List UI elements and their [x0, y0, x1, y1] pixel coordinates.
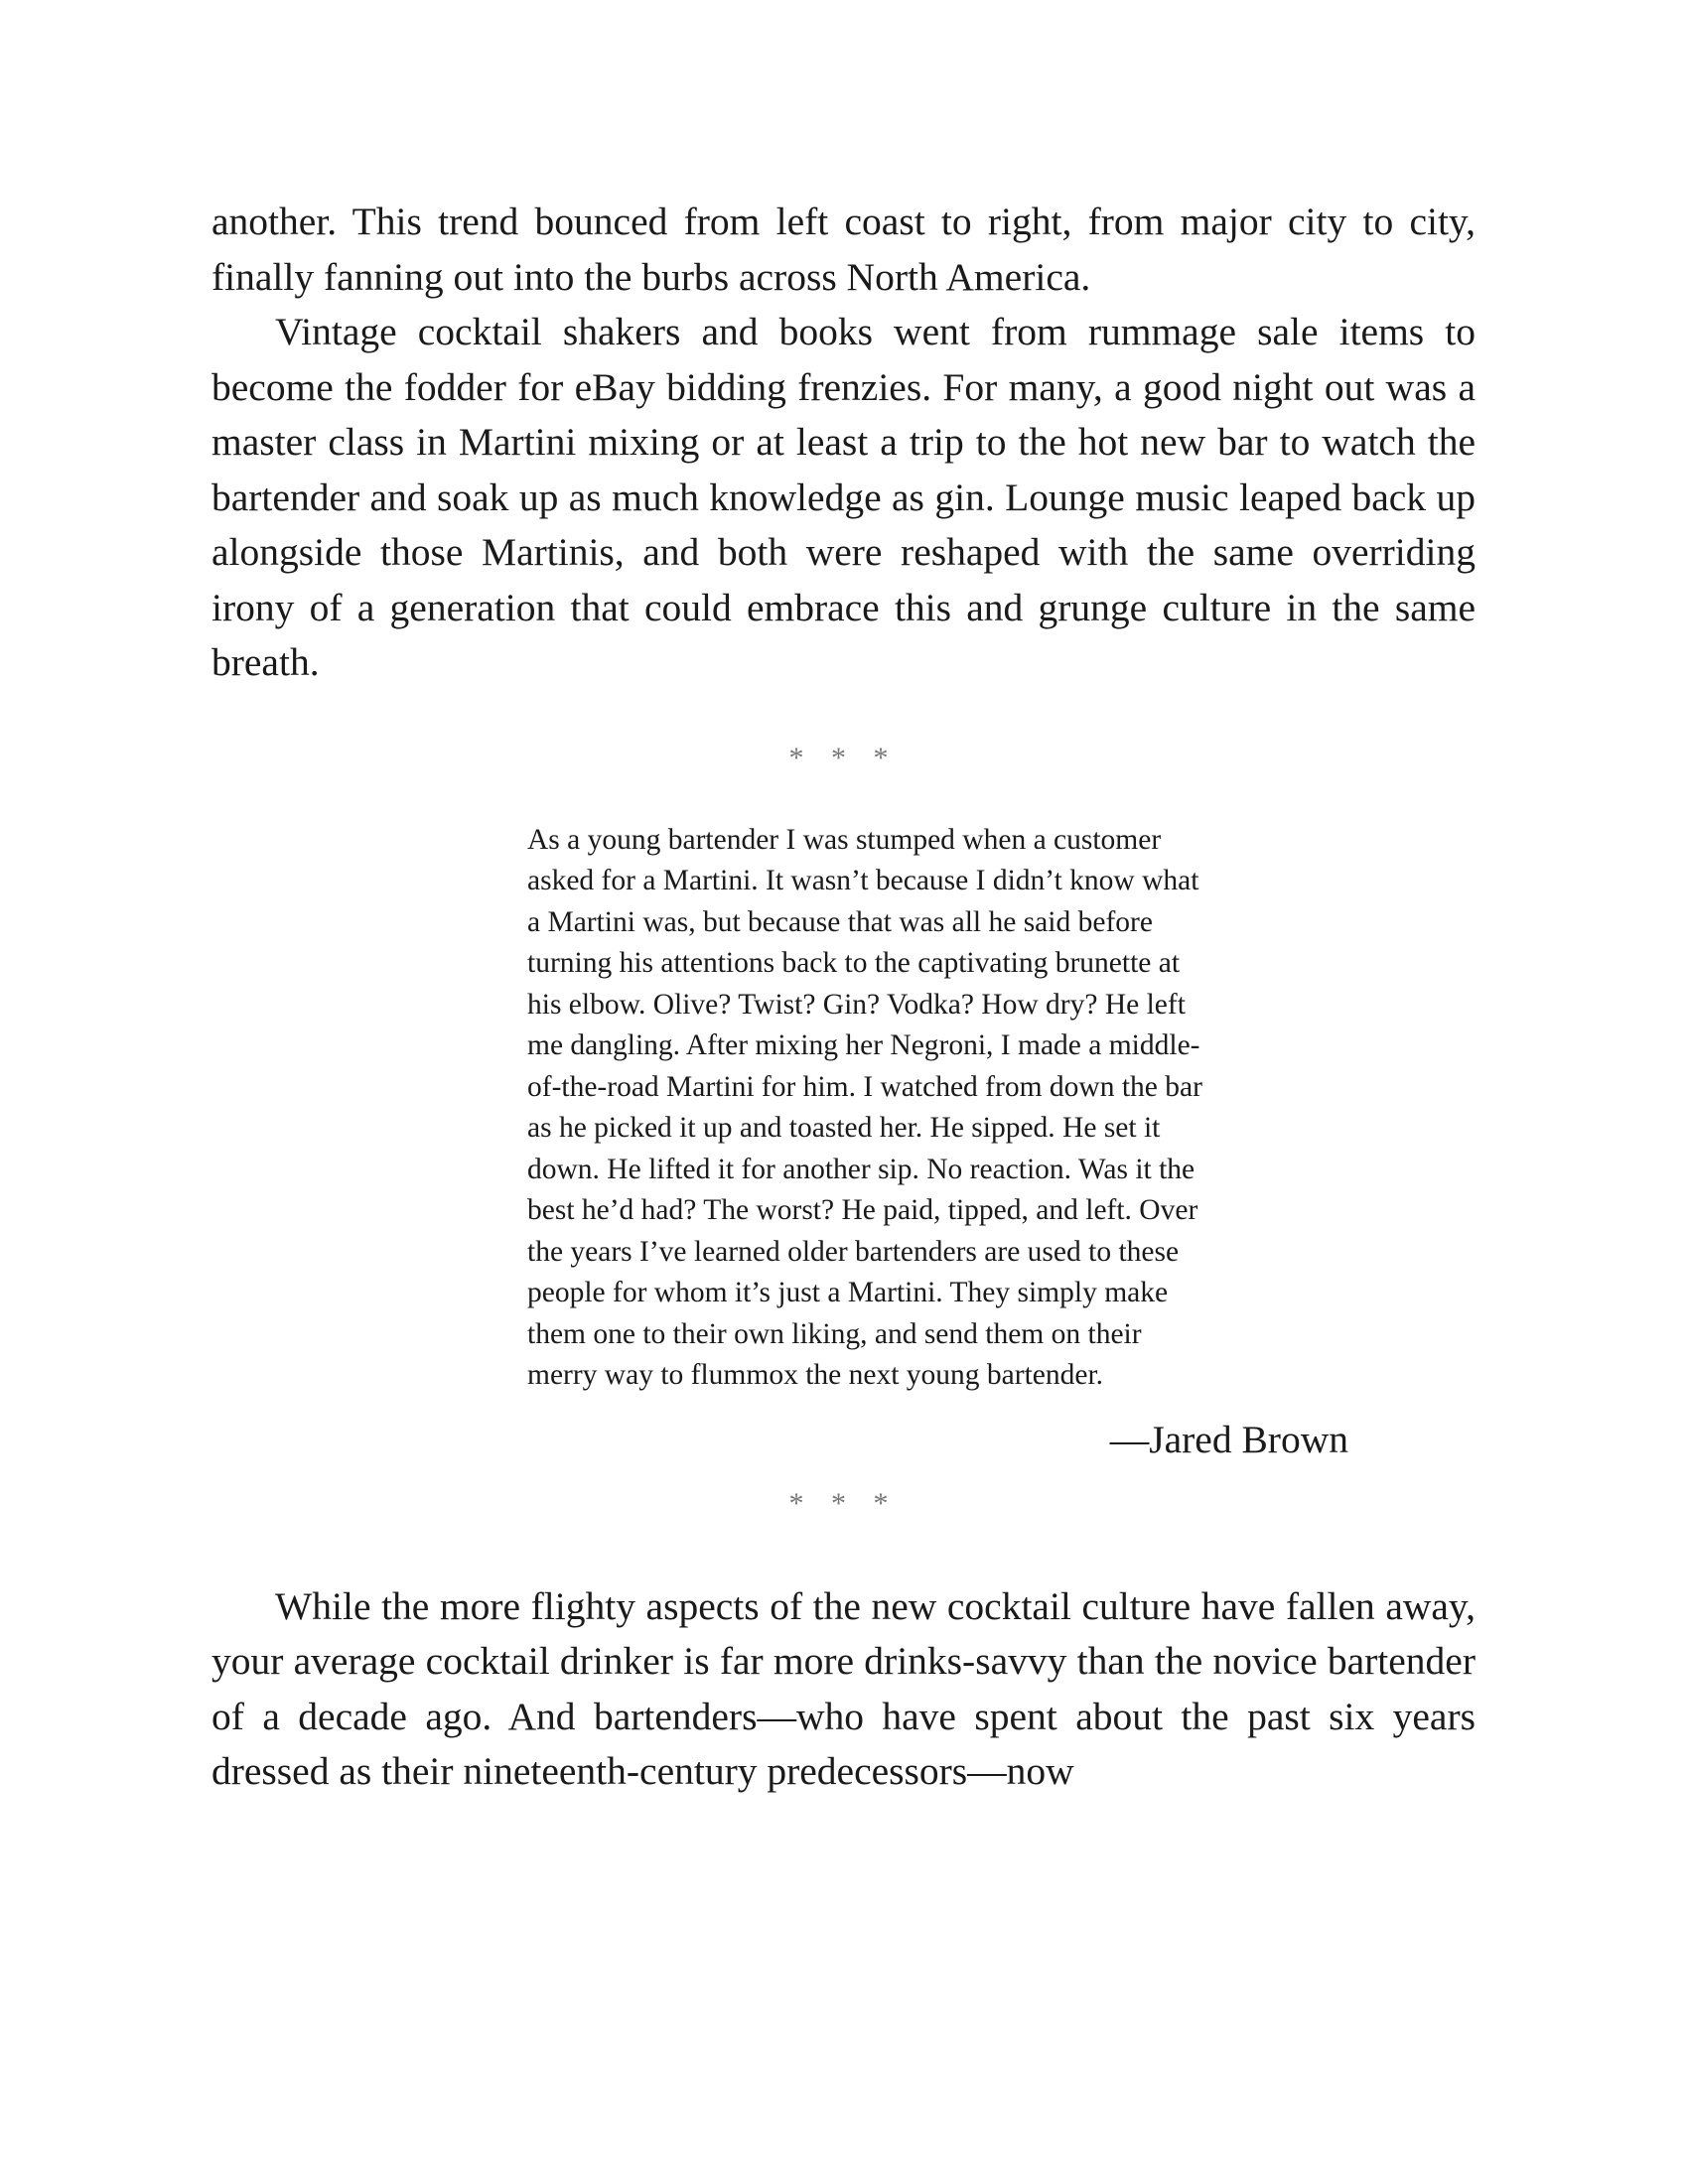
quote-block: [527, 820, 1202, 1397]
paragraph-flighty-aspects: While the more flighty aspects of the new cocktail culture have fallen away, your average cocktail drinker is far more drinks-savvy than the novice bartender of a decade ago. And bartenders—who have spent about the past six years dressed as their nineteenth-century predecessors—now: [211, 1583, 1476, 1793]
section-ornament-top: * * *: [788, 741, 899, 774]
page-content: [211, 195, 1476, 1800]
section-ornament-bottom: * * *: [788, 1486, 899, 1520]
quote-attribution: —Jared Brown: [1109, 1417, 1348, 1461]
paragraph-continuation: another. This trend bounced from left coast to right, from major city to city, finally fanning out into the burbs across North America.: [211, 200, 1476, 299]
paragraph-vintage-shakers: Vintage cocktail shakers and books went from rummage sale items to become the fodder for eBay bidding frenzies. For many, a good night out was a master class in Martini mixing or at least a trip to the hot new bar to watch the bartender and soak up as much knowledge as gin. Lounge music leaped back up alongside those Martinis, and both were reshaped with the same overriding irony of a generation that could embrace this and grunge culture in the same breath.: [211, 310, 1476, 684]
quote-text: As a young bartender I was stumped when a customer asked for a Martini. It wasn’t because I didn’t know what a Martini was, but because that was all he said before turning his attentions back to the captivating brunette at his elbow. Olive? Twist? Gin? Vodka? How dry? He left me dangling. After mixing her Negroni, I made a middle-of-the-road Martini for him. I watched from down the bar as he picked it up and toasted her. He sipped. He set it down. He lifted it for another sip. No reaction. Was it the best he’d had? The worst? He paid, tipped, and left. Over the years I’ve learned older bartenders are used to these people for whom it’s just a Martini. They simply make them one to their own liking, and send them on their merry way to flummox the next young bartender.: [527, 823, 1202, 1391]
